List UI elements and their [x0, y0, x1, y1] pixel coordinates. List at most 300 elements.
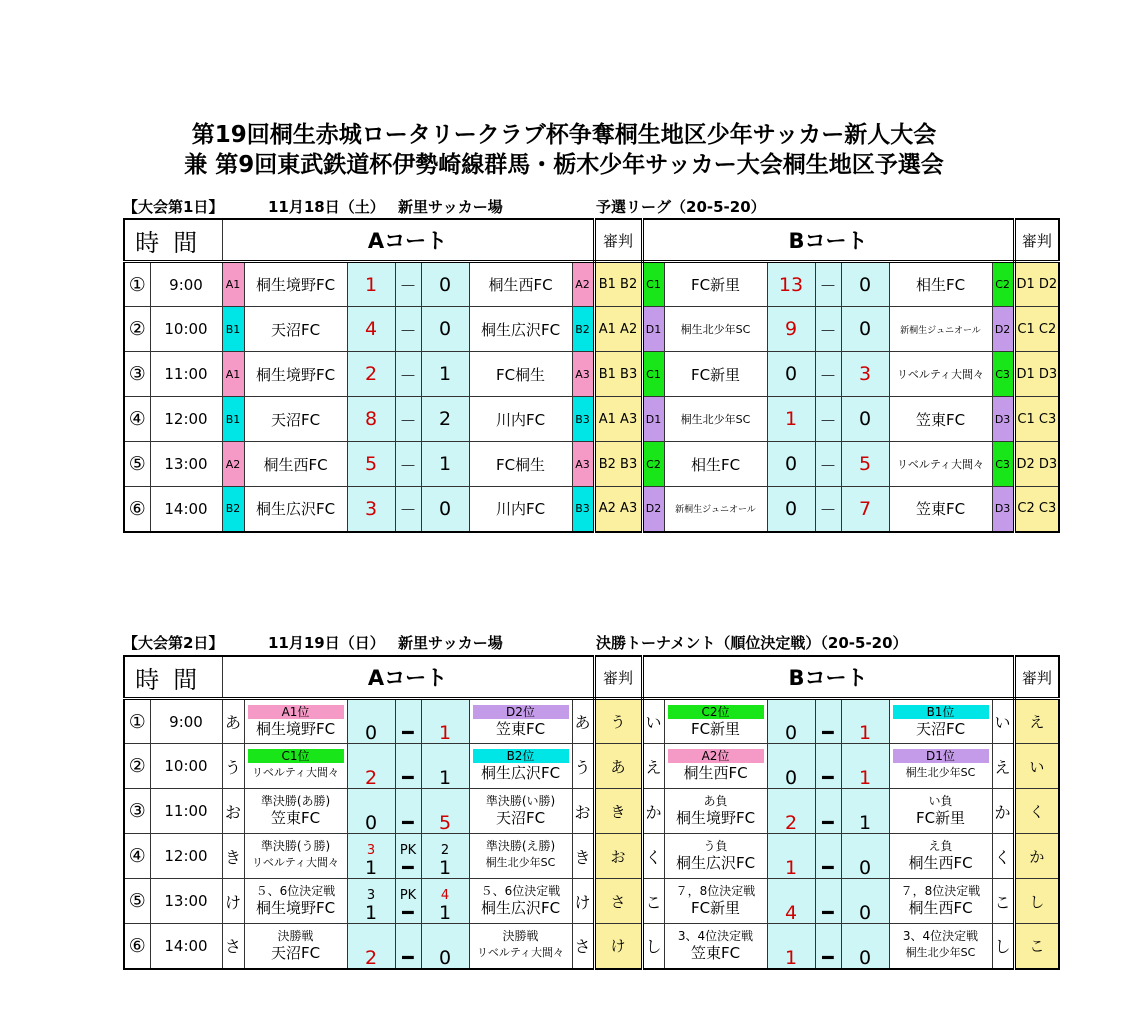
kickoff-time: 12:00: [150, 397, 222, 442]
score-dash: －: [815, 307, 841, 352]
day2-label: 【大会第2日】: [123, 634, 224, 652]
away-score: 0: [421, 262, 469, 307]
match-code: え: [642, 744, 664, 789]
match-code: さ: [222, 924, 244, 969]
score-bar: ━: [402, 812, 414, 834]
day2-match-row: [124, 879, 1059, 924]
match-code: さ: [572, 924, 594, 969]
away-team: 新桐生ジュニオール: [889, 307, 992, 352]
home-team: 相生FC: [664, 442, 767, 487]
away-seed-label: B1位: [893, 705, 989, 719]
home-score-cell: [767, 924, 815, 969]
referee-teams: A2 A3: [594, 487, 642, 532]
away-score-cell: [841, 699, 889, 744]
group-tag: D2: [992, 307, 1014, 352]
home-team: 桐生西FC: [244, 442, 347, 487]
referee-teams: D2 D3: [1014, 442, 1059, 487]
match-code: し: [642, 924, 664, 969]
score-dash: －: [395, 307, 421, 352]
score-bar: ━: [402, 902, 414, 924]
pk-score: 3: [366, 843, 376, 858]
group-tag: D1: [642, 307, 664, 352]
day1-date: 11月18日（土）: [268, 198, 385, 216]
title-line-1: 第19回桐生赤城ロータリークラブ杯争奪桐生地区少年サッカー新人大会: [191, 122, 937, 148]
home-score: 0: [364, 722, 378, 744]
home-score-cell: [767, 879, 815, 924]
score-bar: ━: [822, 946, 834, 969]
time-header: 時間: [124, 656, 222, 699]
away-score: 0: [841, 307, 889, 352]
away-team-cell: [469, 879, 572, 924]
away-score-cell: [421, 834, 469, 879]
home-team-cell: [244, 924, 347, 969]
match-number: ⑤: [124, 879, 150, 924]
match-code: う: [222, 744, 244, 789]
home-seed-label: う負: [703, 839, 728, 853]
away-team-cell: [469, 789, 572, 834]
day1-venue: 新里サッカー場: [398, 198, 503, 216]
away-team: リベルティ大間々: [889, 352, 992, 397]
referee-code: さ: [594, 879, 642, 924]
referee-code: こ: [1014, 924, 1059, 969]
day1-match-row: [124, 307, 1059, 352]
match-code: し: [992, 924, 1014, 969]
group-tag: B1: [222, 397, 244, 442]
home-score: 1: [784, 946, 798, 969]
home-seed-label: ７，8位決定戦: [675, 884, 756, 898]
referee-teams: C1 C3: [1014, 397, 1059, 442]
away-team: 桐生北少年SC: [905, 945, 976, 959]
group-tag: C2: [642, 442, 664, 487]
kickoff-time: 11:00: [150, 352, 222, 397]
group-tag: B2: [222, 487, 244, 532]
home-score-cell: [347, 744, 395, 789]
referee-code: お: [594, 834, 642, 879]
home-seed-label: A2位: [668, 749, 764, 763]
home-seed-label: C1位: [248, 749, 344, 763]
home-score: 2: [784, 812, 798, 834]
away-score: 1: [438, 902, 452, 924]
kickoff-time: 9:00: [150, 699, 222, 744]
home-score: 9: [767, 307, 815, 352]
referee-code: う: [594, 699, 642, 744]
away-score: 7: [841, 487, 889, 532]
score-bar: ━: [402, 722, 414, 744]
home-seed-label: 3、4位決定戦: [677, 928, 754, 943]
referee-code: あ: [594, 744, 642, 789]
pk-score: 2: [440, 843, 450, 858]
home-score: 4: [347, 307, 395, 352]
group-tag: C1: [642, 352, 664, 397]
away-team: 桐生西FC: [908, 854, 973, 872]
home-score: 1: [784, 857, 798, 879]
away-team: 桐生北少年SC: [485, 856, 556, 869]
home-score: 2: [364, 767, 378, 789]
home-score: 5: [347, 442, 395, 487]
home-team: 桐生境野FC: [244, 352, 347, 397]
kickoff-time: 12:00: [150, 834, 222, 879]
home-score: 8: [347, 397, 395, 442]
away-score: 5: [438, 812, 452, 834]
home-team: 笠東FC: [690, 943, 741, 962]
match-number: ②: [124, 307, 150, 352]
away-team-cell: [889, 744, 992, 789]
referee-header-a: 審判: [594, 656, 642, 699]
group-tag: C3: [992, 442, 1014, 487]
home-score: 0: [364, 812, 378, 834]
kickoff-time: 9:00: [150, 262, 222, 307]
away-team: 天沼FC: [915, 719, 966, 738]
pk-score: 4: [440, 888, 450, 903]
pk-label: PK: [399, 843, 417, 858]
kickoff-time: 10:00: [150, 744, 222, 789]
score-bar-cell: [395, 699, 421, 744]
score-bar-cell: [395, 834, 421, 879]
court-b-header: Bコート: [642, 656, 1014, 699]
home-score: 2: [347, 352, 395, 397]
away-score: 3: [841, 352, 889, 397]
home-team-cell: [244, 699, 347, 744]
day2-match-row: [124, 744, 1059, 789]
home-team-cell: [664, 789, 767, 834]
home-score: 0: [767, 442, 815, 487]
court-b-header: Bコート: [642, 219, 1014, 262]
score-bar-cell: [395, 924, 421, 969]
away-team: リベルティ大間々: [889, 442, 992, 487]
referee-teams: D1 D3: [1014, 352, 1059, 397]
score-bar-cell: [395, 789, 421, 834]
away-seed-label: 準決勝(え勝): [485, 839, 556, 853]
match-number: ⑥: [124, 924, 150, 969]
match-code: こ: [642, 879, 664, 924]
group-tag: A1: [222, 352, 244, 397]
away-seed-label: 3、4位決定戦: [902, 928, 979, 943]
away-team-cell: [889, 789, 992, 834]
home-seed-label: 決勝戦: [277, 928, 314, 943]
score-bar-cell: [815, 834, 841, 879]
home-score: 1: [364, 902, 378, 924]
match-code: く: [992, 834, 1014, 879]
referee-code: え: [1014, 699, 1059, 744]
away-score: 0: [421, 307, 469, 352]
match-code: け: [222, 879, 244, 924]
home-team: 笠東FC: [270, 809, 321, 827]
score-bar-cell: [815, 924, 841, 969]
home-seed-label: A1位: [248, 705, 344, 719]
title-line-2: 兼 第9回東武鉄道杯伊勢崎線群馬・栃木少年サッカー大会桐生地区予選会: [184, 152, 944, 178]
away-team: FC桐生: [469, 352, 572, 397]
home-team-cell: [244, 744, 347, 789]
match-code: え: [992, 744, 1014, 789]
kickoff-time: 14:00: [150, 924, 222, 969]
group-tag: B1: [222, 307, 244, 352]
group-tag: A3: [572, 442, 594, 487]
match-number: ④: [124, 834, 150, 879]
kickoff-time: 11:00: [150, 789, 222, 834]
home-team: 天沼FC: [244, 397, 347, 442]
home-seed-label: 準決勝(う勝): [260, 839, 331, 853]
away-seed-label: 決勝戦: [502, 928, 539, 943]
home-team: 桐生境野FC: [255, 719, 336, 738]
score-bar: ━: [822, 722, 834, 744]
group-tag: A2: [222, 442, 244, 487]
away-team: 桐生北少年SC: [905, 766, 976, 779]
home-score: 0: [784, 767, 798, 789]
match-number: ④: [124, 397, 150, 442]
match-code: い: [992, 699, 1014, 744]
day2-match-row: [124, 699, 1059, 744]
home-score: 0: [767, 352, 815, 397]
score-dash: －: [395, 262, 421, 307]
referee-header-a: 審判: [594, 219, 642, 262]
match-code: き: [572, 834, 594, 879]
away-score: 5: [841, 442, 889, 487]
home-score-cell: [767, 834, 815, 879]
day1-match-row: [124, 352, 1059, 397]
home-seed-label: ５、6位決定戦: [255, 884, 336, 898]
match-number: ③: [124, 789, 150, 834]
home-seed-label: 準決勝(あ勝): [260, 794, 331, 808]
referee-code: か: [1014, 834, 1059, 879]
day1-label: 【大会第1日】: [123, 198, 224, 216]
away-team: 笠東FC: [889, 397, 992, 442]
away-seed-label: え負: [928, 839, 953, 853]
referee-code: き: [594, 789, 642, 834]
match-code: い: [642, 699, 664, 744]
match-code: あ: [572, 699, 594, 744]
score-dash: －: [815, 442, 841, 487]
score-dash: －: [815, 262, 841, 307]
away-team: 笠東FC: [495, 719, 546, 738]
home-team: FC新里: [690, 719, 741, 738]
referee-teams: C2 C3: [1014, 487, 1059, 532]
away-score-cell: [421, 789, 469, 834]
court-a-header: Aコート: [222, 656, 594, 699]
referee-code: し: [1014, 879, 1059, 924]
away-team-cell: [889, 879, 992, 924]
referee-code: く: [1014, 789, 1059, 834]
away-team: 相生FC: [889, 262, 992, 307]
away-team-cell: [469, 834, 572, 879]
home-team: FC新里: [664, 352, 767, 397]
away-team-cell: [889, 924, 992, 969]
score-bar-cell: [815, 699, 841, 744]
match-code: お: [222, 789, 244, 834]
away-score: 1: [438, 722, 452, 744]
home-team-cell: [664, 744, 767, 789]
home-team-cell: [664, 924, 767, 969]
home-team-cell: [664, 834, 767, 879]
pk-score: 3: [366, 888, 376, 903]
home-team: 天沼FC: [244, 307, 347, 352]
home-team: 新桐生ジュニオール: [664, 487, 767, 532]
match-code: け: [572, 879, 594, 924]
home-score-cell: [767, 699, 815, 744]
kickoff-time: 14:00: [150, 487, 222, 532]
home-seed-label: あ負: [703, 794, 728, 808]
away-score: 0: [438, 946, 452, 969]
home-score: 4: [784, 902, 798, 924]
score-bar: ━: [402, 946, 414, 969]
score-bar: ━: [822, 812, 834, 834]
referee-header-b: 審判: [1014, 219, 1059, 262]
match-code: き: [222, 834, 244, 879]
home-score-cell: [767, 789, 815, 834]
away-team: 桐生西FC: [469, 262, 572, 307]
away-score: 1: [438, 767, 452, 789]
score-bar-cell: [815, 744, 841, 789]
away-score: 0: [841, 397, 889, 442]
home-score: 1: [347, 262, 395, 307]
away-score: 0: [858, 902, 872, 924]
away-team: 笠東FC: [889, 487, 992, 532]
group-tag: A3: [572, 352, 594, 397]
score-dash: －: [395, 487, 421, 532]
away-score-cell: [421, 699, 469, 744]
away-score-cell: [841, 789, 889, 834]
day2-venue: 新里サッカー場: [398, 634, 503, 652]
referee-teams: A1 A2: [594, 307, 642, 352]
referee-header-b: 審判: [1014, 656, 1059, 699]
away-score: 0: [421, 487, 469, 532]
away-seed-label: ７，8位決定戦: [900, 884, 981, 898]
home-team: 桐生北少年SC: [664, 307, 767, 352]
home-team: 桐生境野FC: [255, 899, 336, 917]
score-dash: －: [395, 442, 421, 487]
away-team: 桐生広沢FC: [469, 307, 572, 352]
home-team: 桐生北少年SC: [664, 397, 767, 442]
home-score-cell: [347, 789, 395, 834]
home-team: 桐生広沢FC: [244, 487, 347, 532]
group-tag: C1: [642, 262, 664, 307]
pk-label: PK: [399, 888, 417, 903]
away-team-cell: [889, 834, 992, 879]
group-tag: C2: [992, 262, 1014, 307]
referee-code: け: [594, 924, 642, 969]
day2-schedule-table: [123, 655, 1060, 970]
home-score: 13: [767, 262, 815, 307]
home-score: 0: [767, 487, 815, 532]
away-seed-label: ５、6位決定戦: [480, 884, 561, 898]
group-tag: D1: [642, 397, 664, 442]
away-team-cell: [889, 699, 992, 744]
score-bar: ━: [822, 767, 834, 789]
home-seed-label: C2位: [668, 705, 764, 719]
referee-teams: C1 C2: [1014, 307, 1059, 352]
day1-match-row: [124, 397, 1059, 442]
away-score-cell: [421, 879, 469, 924]
away-team: FC桐生: [469, 442, 572, 487]
match-number: ⑥: [124, 487, 150, 532]
score-dash: －: [395, 397, 421, 442]
home-team-cell: [244, 789, 347, 834]
match-code: お: [572, 789, 594, 834]
home-team-cell: [664, 699, 767, 744]
group-tag: D3: [992, 397, 1014, 442]
referee-code: い: [1014, 744, 1059, 789]
day2-match-row: [124, 924, 1059, 969]
away-team-cell: [469, 699, 572, 744]
home-score-cell: [347, 834, 395, 879]
score-dash: －: [395, 352, 421, 397]
day1-schedule-table: [123, 218, 1060, 533]
group-tag: D2: [642, 487, 664, 532]
referee-teams: D1 D2: [1014, 262, 1059, 307]
score-bar: ━: [402, 857, 414, 879]
kickoff-time: 10:00: [150, 307, 222, 352]
away-score: 1: [438, 857, 452, 879]
score-dash: －: [815, 352, 841, 397]
score-bar-cell: [395, 879, 421, 924]
away-team: 川内FC: [469, 397, 572, 442]
score-bar: ━: [822, 857, 834, 879]
away-seed-label: い負: [928, 794, 953, 808]
away-score-cell: [841, 834, 889, 879]
group-tag: B2: [572, 307, 594, 352]
home-score: 1: [767, 397, 815, 442]
group-tag: C3: [992, 352, 1014, 397]
match-code: う: [572, 744, 594, 789]
group-tag: A1: [222, 262, 244, 307]
time-header: 時間: [124, 219, 222, 262]
away-team: FC新里: [915, 809, 966, 827]
group-tag: B3: [572, 487, 594, 532]
away-team-cell: [469, 924, 572, 969]
away-score: 0: [858, 857, 872, 879]
match-code: か: [992, 789, 1014, 834]
home-team: リベルティ大間々: [252, 766, 339, 779]
away-score-cell: [421, 924, 469, 969]
match-number: ①: [124, 699, 150, 744]
home-team-cell: [664, 879, 767, 924]
home-score-cell: [347, 924, 395, 969]
match-number: ③: [124, 352, 150, 397]
day2-match-row: [124, 834, 1059, 879]
day1-match-row: [124, 487, 1059, 532]
score-bar: ━: [822, 902, 834, 924]
away-score-cell: [421, 744, 469, 789]
score-dash: －: [815, 487, 841, 532]
group-tag: D3: [992, 487, 1014, 532]
score-bar: ━: [402, 767, 414, 789]
day1-match-row: [124, 262, 1059, 307]
score-bar-cell: [395, 744, 421, 789]
away-score: 1: [858, 767, 872, 789]
home-team: FC新里: [664, 262, 767, 307]
away-score: 0: [841, 262, 889, 307]
away-score: 2: [421, 397, 469, 442]
home-team: 桐生広沢FC: [675, 854, 756, 872]
match-code: こ: [992, 879, 1014, 924]
away-seed-label: D2位: [473, 705, 569, 719]
kickoff-time: 13:00: [150, 879, 222, 924]
away-team: リベルティ大間々: [477, 945, 564, 959]
home-team: 桐生境野FC: [244, 262, 347, 307]
group-tag: A2: [572, 262, 594, 307]
away-score-cell: [841, 924, 889, 969]
day2-format: 決勝トーナメント（順位決定戦）（20-5-20）: [596, 634, 908, 652]
away-team: 桐生広沢FC: [480, 764, 561, 782]
away-seed-label: D1位: [893, 749, 989, 763]
group-tag: B3: [572, 397, 594, 442]
away-score-cell: [841, 744, 889, 789]
day2-match-row: [124, 789, 1059, 834]
away-score: 0: [858, 946, 872, 969]
referee-teams: B2 B3: [594, 442, 642, 487]
score-bar-cell: [815, 879, 841, 924]
away-team-cell: [469, 744, 572, 789]
away-seed-label: B2位: [473, 749, 569, 763]
